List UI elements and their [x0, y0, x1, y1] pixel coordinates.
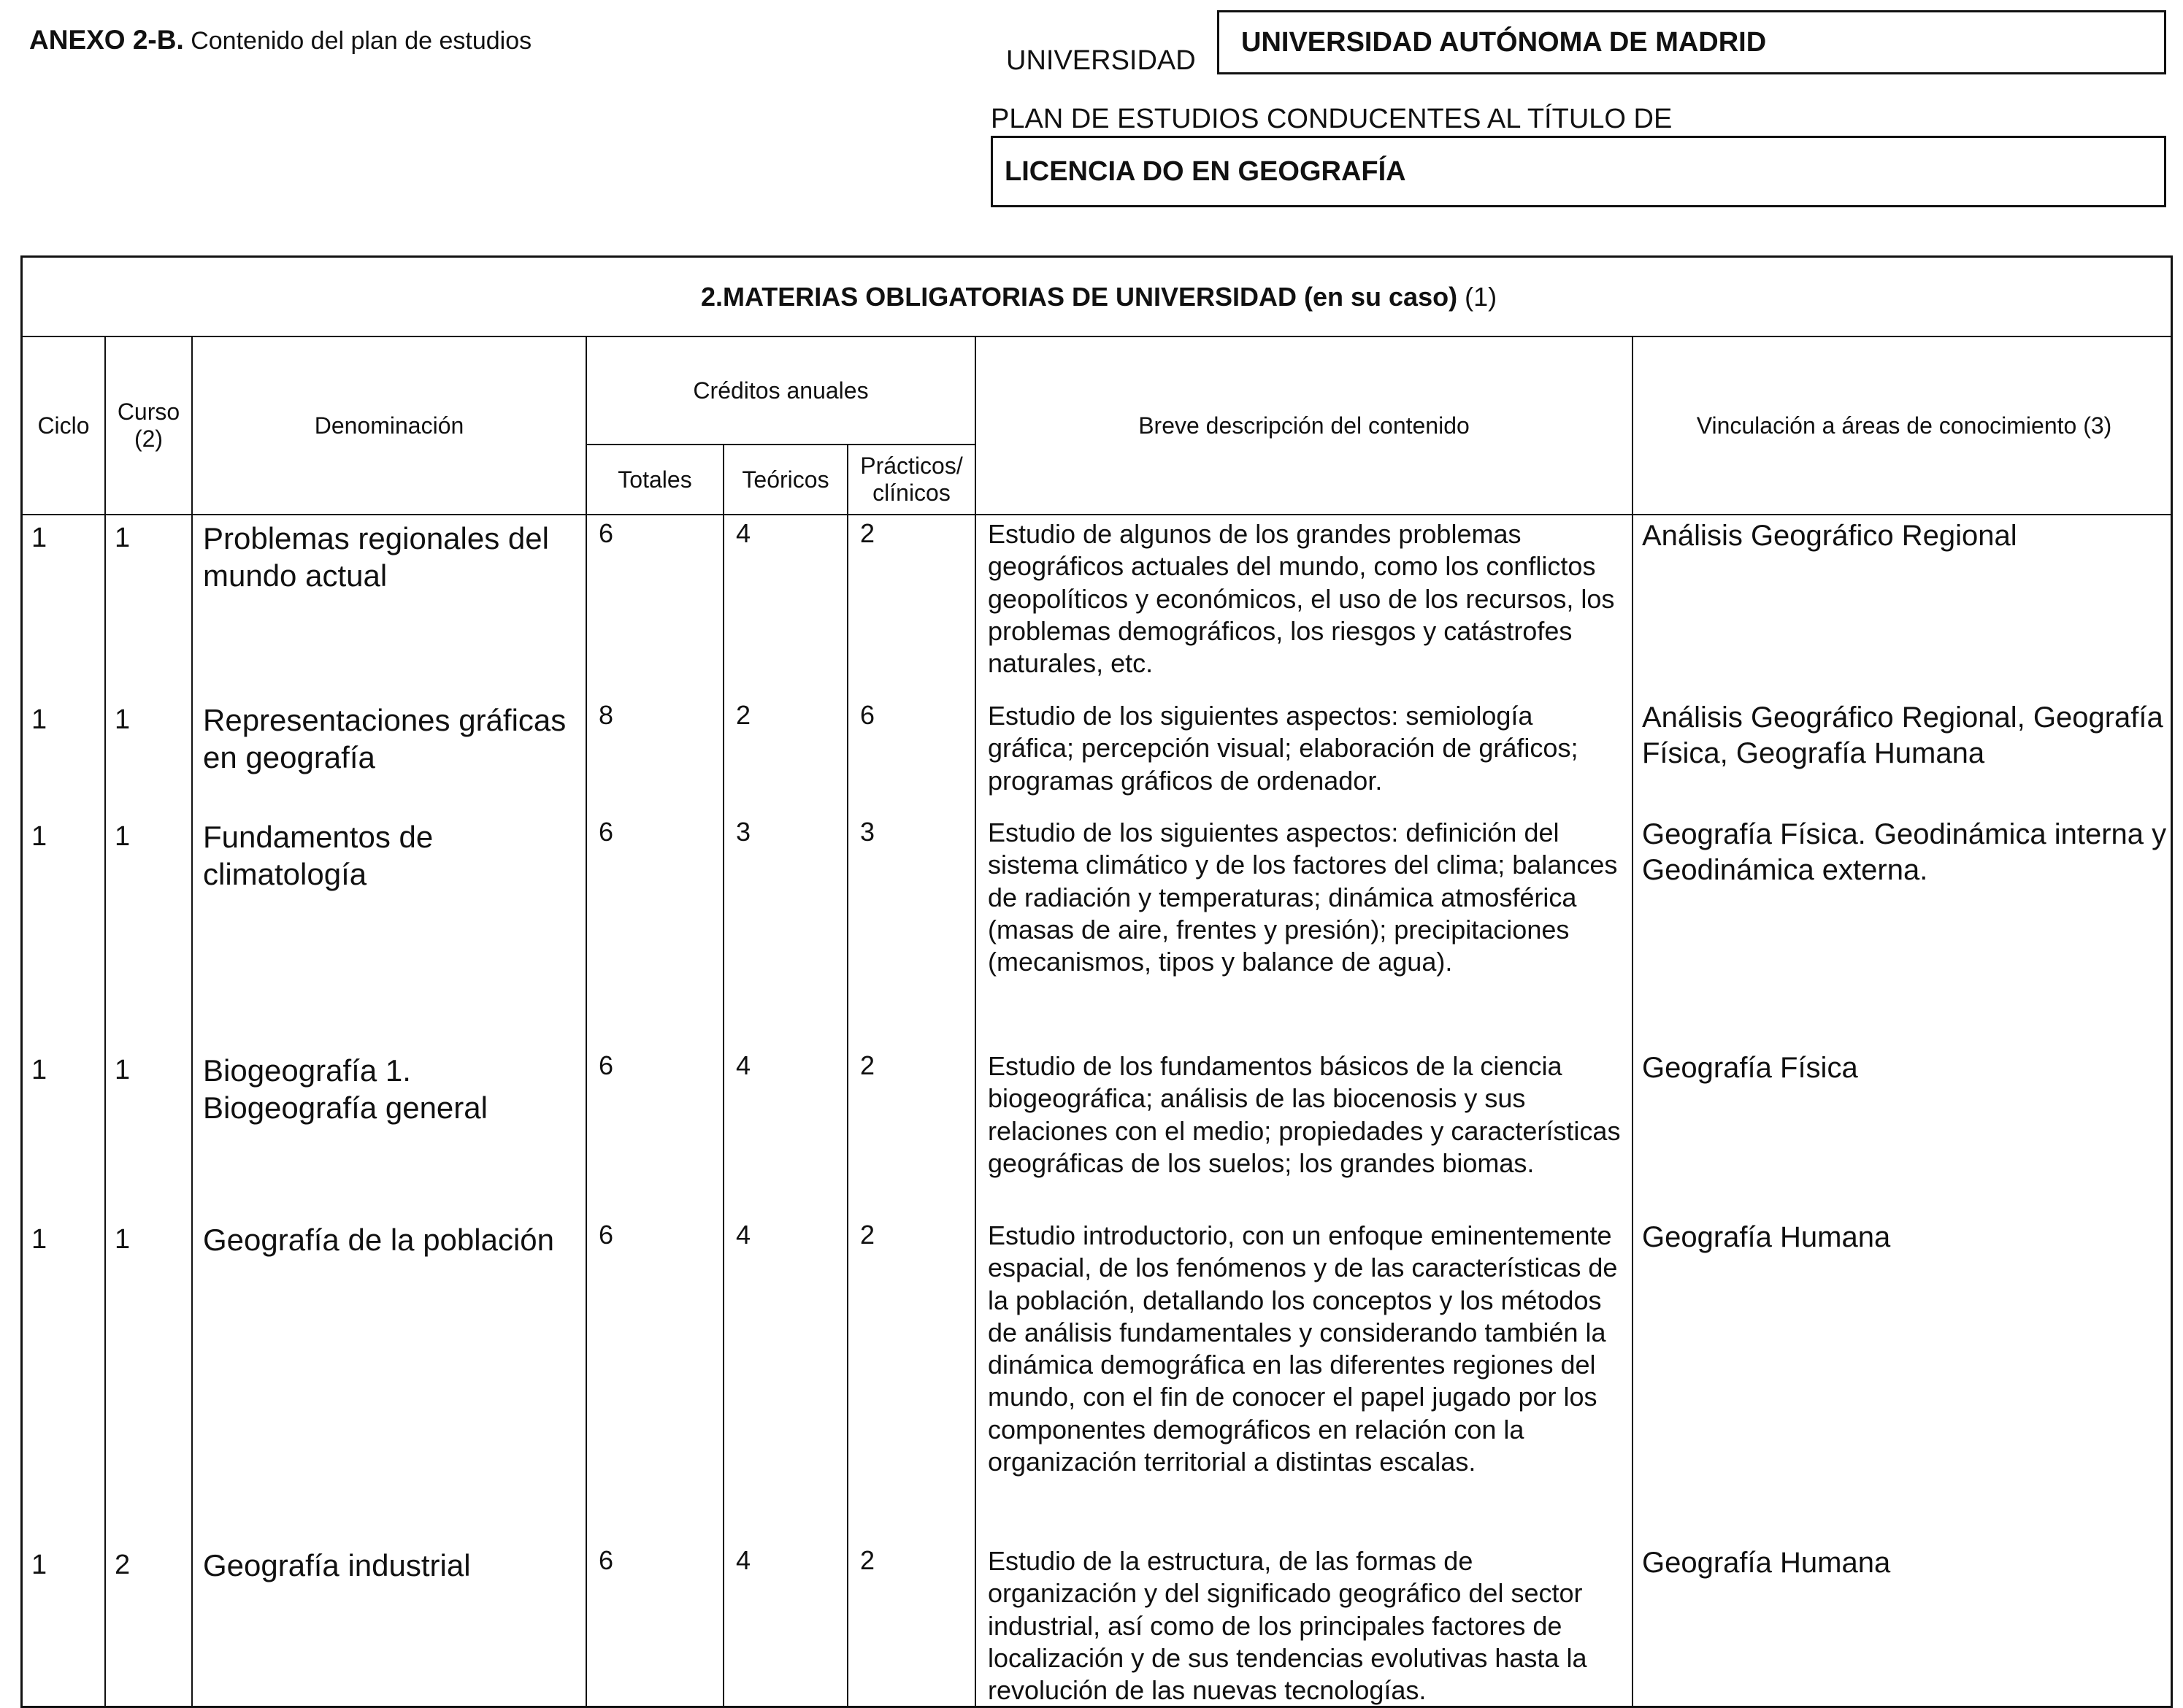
university-label: UNIVERSIDAD: [1006, 45, 1196, 76]
degree-title: LICENCIA DO EN GEOGRAFÍA: [1005, 155, 1406, 187]
cell-teoricos: 3: [724, 814, 848, 1047]
cell-ciclo: 1: [23, 1542, 105, 1708]
cell-vinculacion: Geografía Humana: [1633, 1217, 2173, 1542]
cell-curso: 1: [105, 1217, 192, 1542]
cell-totales: 6: [586, 1047, 724, 1217]
table-title-note: (1): [1465, 281, 1497, 312]
table-title: [23, 258, 2173, 336]
cell-totales: 6: [586, 1217, 724, 1542]
col-header-denominacion: Denominación: [192, 336, 586, 515]
cell-denominacion: Biogeografía 1. Biogeografía general: [192, 1047, 586, 1217]
annex-text: Contenido del plan de estudios: [191, 27, 532, 55]
cell-denominacion: Geografía industrial: [192, 1542, 586, 1708]
cell-curso: 1: [105, 1047, 192, 1217]
cell-descripcion: Estudio de los siguientes aspectos: semiología gráfica; percepción visual; elaboración de gráficos; programas gráficos de ordenador.: [975, 697, 1633, 814]
cell-ciclo: 1: [23, 515, 105, 697]
cell-teoricos: 2: [724, 697, 848, 814]
cell-practicos: 6: [848, 697, 975, 814]
col-header-descripcion: Breve descripción del contenido: [975, 336, 1633, 515]
col-header-vinculacion: Vinculación a áreas de conocimiento (3): [1633, 336, 2173, 515]
table-row: [23, 515, 2173, 697]
cell-curso: 1: [105, 814, 192, 1047]
cell-totales: 6: [586, 515, 724, 697]
col-header-totales: Totales: [586, 445, 724, 515]
cell-denominacion: Representaciones gráficas en geografía: [192, 697, 586, 814]
annex-label: ANEXO 2-B.: [29, 25, 184, 55]
university-name-box: [1217, 10, 2166, 74]
cell-ciclo: 1: [23, 1217, 105, 1542]
table-row: [23, 814, 2173, 1047]
cell-practicos: 2: [848, 1217, 975, 1542]
col-header-ciclo: Ciclo: [23, 336, 105, 515]
cell-descripcion: Estudio de la estructura, de las formas de organización y del significado geográfico del sector industrial, así como de los principales factores de localización y de sus tendencias evolutivas hasta la revolución de las nuevas tecnologías.: [975, 1542, 1633, 1708]
table-row: [23, 1217, 2173, 1542]
col-header-practicos: Prácticos/ clínicos: [848, 445, 975, 515]
cell-teoricos: 4: [724, 1217, 848, 1542]
cell-practicos: 3: [848, 814, 975, 1047]
cell-curso: 2: [105, 1542, 192, 1708]
cell-descripcion: Estudio de los siguientes aspectos: definición del sistema climático y de los factores del clima; balances de radiación y temperaturas; dinámica atmosférica (masas de aire, frentes y presión); precipitaciones (mecanismos, tipos y balance de agua).: [975, 814, 1633, 1047]
cell-vinculacion: Geografía Física: [1633, 1047, 2173, 1217]
cell-vinculacion: Geografía Humana: [1633, 1542, 2173, 1708]
university-name: UNIVERSIDAD AUTÓNOMA DE MADRID: [1241, 26, 1767, 58]
cell-denominacion: Problemas regionales del mundo actual: [192, 515, 586, 697]
annex-heading: [29, 25, 532, 55]
table-row: [23, 1047, 2173, 1217]
cell-ciclo: 1: [23, 697, 105, 814]
table-title-text: 2.MATERIAS OBLIGATORIAS DE UNIVERSIDAD (en su caso): [700, 281, 1458, 312]
cell-descripcion: Estudio de los fundamentos básicos de la ciencia biogeográfica; análisis de las biocenosis y sus relaciones con el medio; propiedades y características geográficas de los suelos; los grandes biomas.: [975, 1047, 1633, 1217]
col-header-creditos: Créditos anuales: [586, 336, 975, 445]
cell-practicos: 2: [848, 515, 975, 697]
cell-curso: 1: [105, 697, 192, 814]
cell-ciclo: 1: [23, 1047, 105, 1217]
cell-descripcion: Estudio introductorio, con un enfoque eminentemente espacial, de los fenómenos y de las características de la población, detallando los conceptos y los métodos de análisis fundamentales y considerando también la dinámica demográfica en las diferentes regiones del mundo, con el fin de conocer el papel jugado por los componentes demográficos en relación con la organización territorial a distintas escalas.: [975, 1217, 1633, 1542]
subjects-table: [23, 258, 2173, 1708]
cell-totales: 6: [586, 814, 724, 1047]
table-row: [23, 697, 2173, 814]
cell-teoricos: 4: [724, 515, 848, 697]
cell-totales: 8: [586, 697, 724, 814]
cell-denominacion: Geografía de la población: [192, 1217, 586, 1542]
cell-teoricos: 4: [724, 1047, 848, 1217]
cell-teoricos: 4: [724, 1542, 848, 1708]
cell-practicos: 2: [848, 1542, 975, 1708]
table-row: [23, 1542, 2173, 1708]
cell-practicos: 2: [848, 1047, 975, 1217]
col-header-teoricos: Teóricos: [724, 445, 848, 515]
cell-ciclo: 1: [23, 814, 105, 1047]
cell-denominacion: Fundamentos de climatología: [192, 814, 586, 1047]
cell-vinculacion: Análisis Geográfico Regional: [1633, 515, 2173, 697]
cell-totales: 6: [586, 1542, 724, 1708]
cell-vinculacion: Análisis Geográfico Regional, Geografía Física, Geografía Humana: [1633, 697, 2173, 814]
degree-title-box: [991, 136, 2166, 207]
cell-vinculacion: Geografía Física. Geodinámica interna y Geodinámica externa.: [1633, 814, 2173, 1047]
cell-descripcion: Estudio de algunos de los grandes problemas geográficos actuales del mundo, como los conflictos geopolíticos y económicos, el uso de los recursos, los problemas demográficos, los riesgos y catástrofes naturales, etc.: [975, 515, 1633, 697]
subjects-table-container: [20, 255, 2173, 1708]
plan-label: PLAN DE ESTUDIOS CONDUCENTES AL TÍTULO DE: [991, 104, 1673, 134]
col-header-curso: Curso (2): [105, 336, 192, 515]
cell-curso: 1: [105, 515, 192, 697]
